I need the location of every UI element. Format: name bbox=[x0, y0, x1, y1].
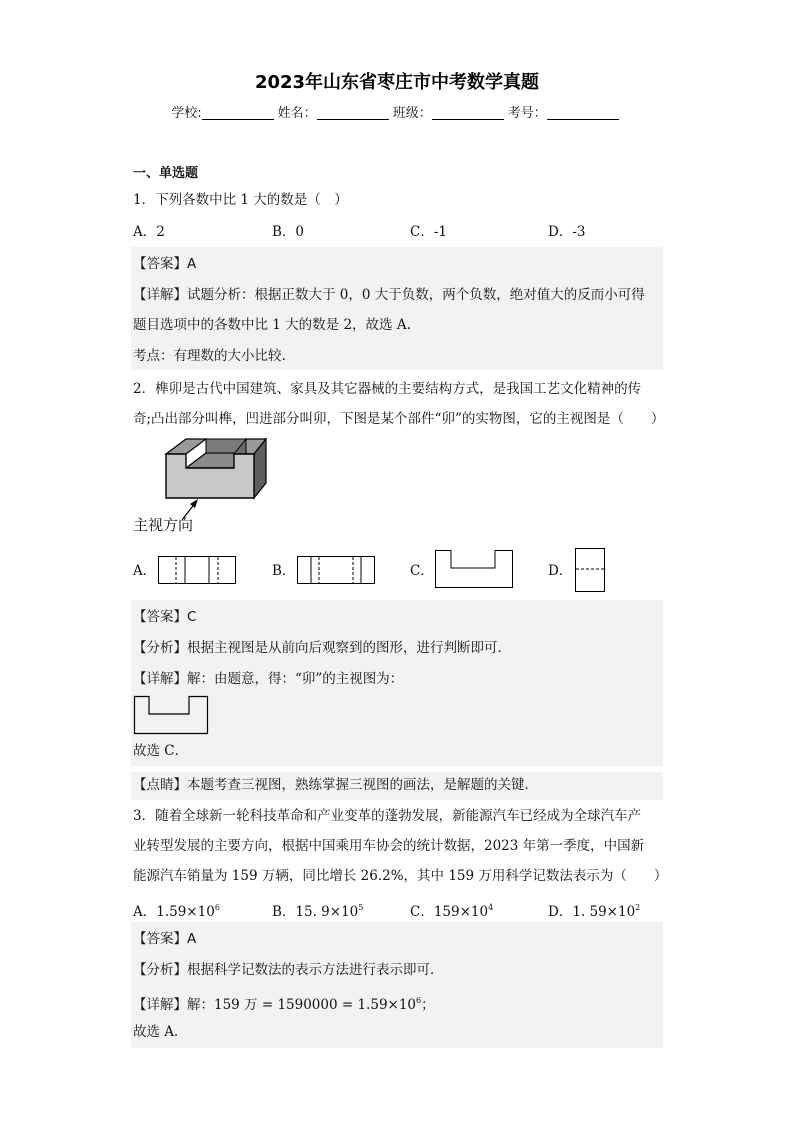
section-title: 一、单选题 bbox=[133, 166, 199, 181]
q3-option-a: A．$1.59\times 10^6$ bbox=[133, 903, 220, 920]
q2-comment: 【点睛】本题考查三视图，熟练掌握三视图的画法，是解题的关键． bbox=[133, 777, 538, 793]
number-label: 考号： bbox=[507, 106, 547, 121]
q2-option-a-figure bbox=[158, 556, 236, 584]
q1-option-c: C．-1 bbox=[410, 224, 447, 240]
q3-solution-box bbox=[131, 922, 663, 1048]
q3-analysis: 【分析】根据科学记数法的表示方法进行表示即可． bbox=[133, 962, 444, 978]
q3-detail: 【详解】解：159 万 = $1590000 = 1.59\times 10^6$； bbox=[133, 996, 435, 1013]
q3-option-c: C．$159\times 10^4$ bbox=[410, 903, 494, 920]
q2-option-c-label: C． bbox=[410, 563, 434, 579]
q3-option-d: D．1. $59\times 10^2$ bbox=[548, 903, 641, 920]
student-info-line bbox=[0, 102, 794, 121]
document-title: 2023年山东省枣庄市中考数学真题 bbox=[254, 72, 540, 93]
q1-detail-line1: 【详解】试题分析：根据正数大于 0，0 大于负数，两个负数，绝对值大的反而小可得 bbox=[133, 287, 645, 303]
school-blank[interactable] bbox=[202, 105, 274, 120]
q2-option-b-figure bbox=[297, 556, 375, 584]
school-label: 学校: bbox=[171, 106, 202, 121]
q2-analysis: 【分析】根据主视图是从前向后观察到的图形，进行判断即可． bbox=[133, 640, 511, 656]
class-blank[interactable] bbox=[432, 105, 504, 120]
class-label: 班级： bbox=[392, 106, 432, 121]
q2-answer-figure bbox=[134, 696, 208, 734]
q1-answer: 【答案】A bbox=[133, 256, 197, 272]
q1-option-b: B．0 bbox=[272, 224, 305, 240]
q3-option-b: B．15. $9\times 10^5$ bbox=[272, 903, 364, 920]
q1-stem: 1．下列各数中比 1 大的数是（ ） bbox=[133, 192, 348, 208]
q2-option-d-figure bbox=[575, 548, 605, 592]
q3-stem-line1: 3．随着全球新一轮科技革命和产业变革的蓬勃发展，新能源汽车已经成为全球汽车产 bbox=[133, 808, 642, 824]
name-blank[interactable] bbox=[317, 105, 389, 120]
q2-detail: 【详解】解：由题意，得：“卯”的主视图为： bbox=[133, 671, 404, 687]
q1-option-d: D．-3 bbox=[548, 224, 586, 240]
q3-conclusion: 故选 A． bbox=[133, 1024, 188, 1040]
name-label: 姓名： bbox=[277, 106, 317, 121]
figure-caption: 主视方向 bbox=[133, 516, 194, 534]
q1-point: 考点：有理数的大小比较. bbox=[133, 348, 286, 364]
q1-detail-line2: 题目选项中的各数中比 1 大的数是 2，故选 A. bbox=[133, 317, 411, 333]
q3-stem-line2: 业转型发展的主要方向，根据中国乘用车协会的统计数据，2023 年第一季度，中国新 bbox=[133, 838, 645, 854]
q2-option-d-label: D． bbox=[548, 563, 573, 579]
q3-answer: 【答案】A bbox=[133, 931, 197, 947]
q2-conclusion: 故选 C． bbox=[133, 743, 189, 759]
q1-option-a: A．2 bbox=[133, 224, 165, 240]
q2-option-b-label: B． bbox=[272, 563, 296, 579]
q2-stem-line2: 奇;凸出部分叫榫，凹进部分叫卯，下图是某个部件“卯”的实物图，它的主视图是（ ） bbox=[133, 411, 665, 427]
mortise-3d-figure bbox=[160, 436, 272, 520]
q2-stem-line1: 2．榫卯是古代中国建筑、家具及其它器械的主要结构方式，是我国工艺文化精神的传 bbox=[133, 381, 642, 397]
number-blank[interactable] bbox=[547, 105, 619, 120]
q2-answer: 【答案】C bbox=[133, 609, 197, 625]
q2-option-a-label: A． bbox=[133, 563, 157, 579]
q3-stem-line3: 能源汽车销量为 159 万辆，同比增长 26.2%，其中 159 万用科学记数法表示为（ ） bbox=[133, 868, 668, 884]
q2-option-c-figure bbox=[435, 550, 513, 588]
